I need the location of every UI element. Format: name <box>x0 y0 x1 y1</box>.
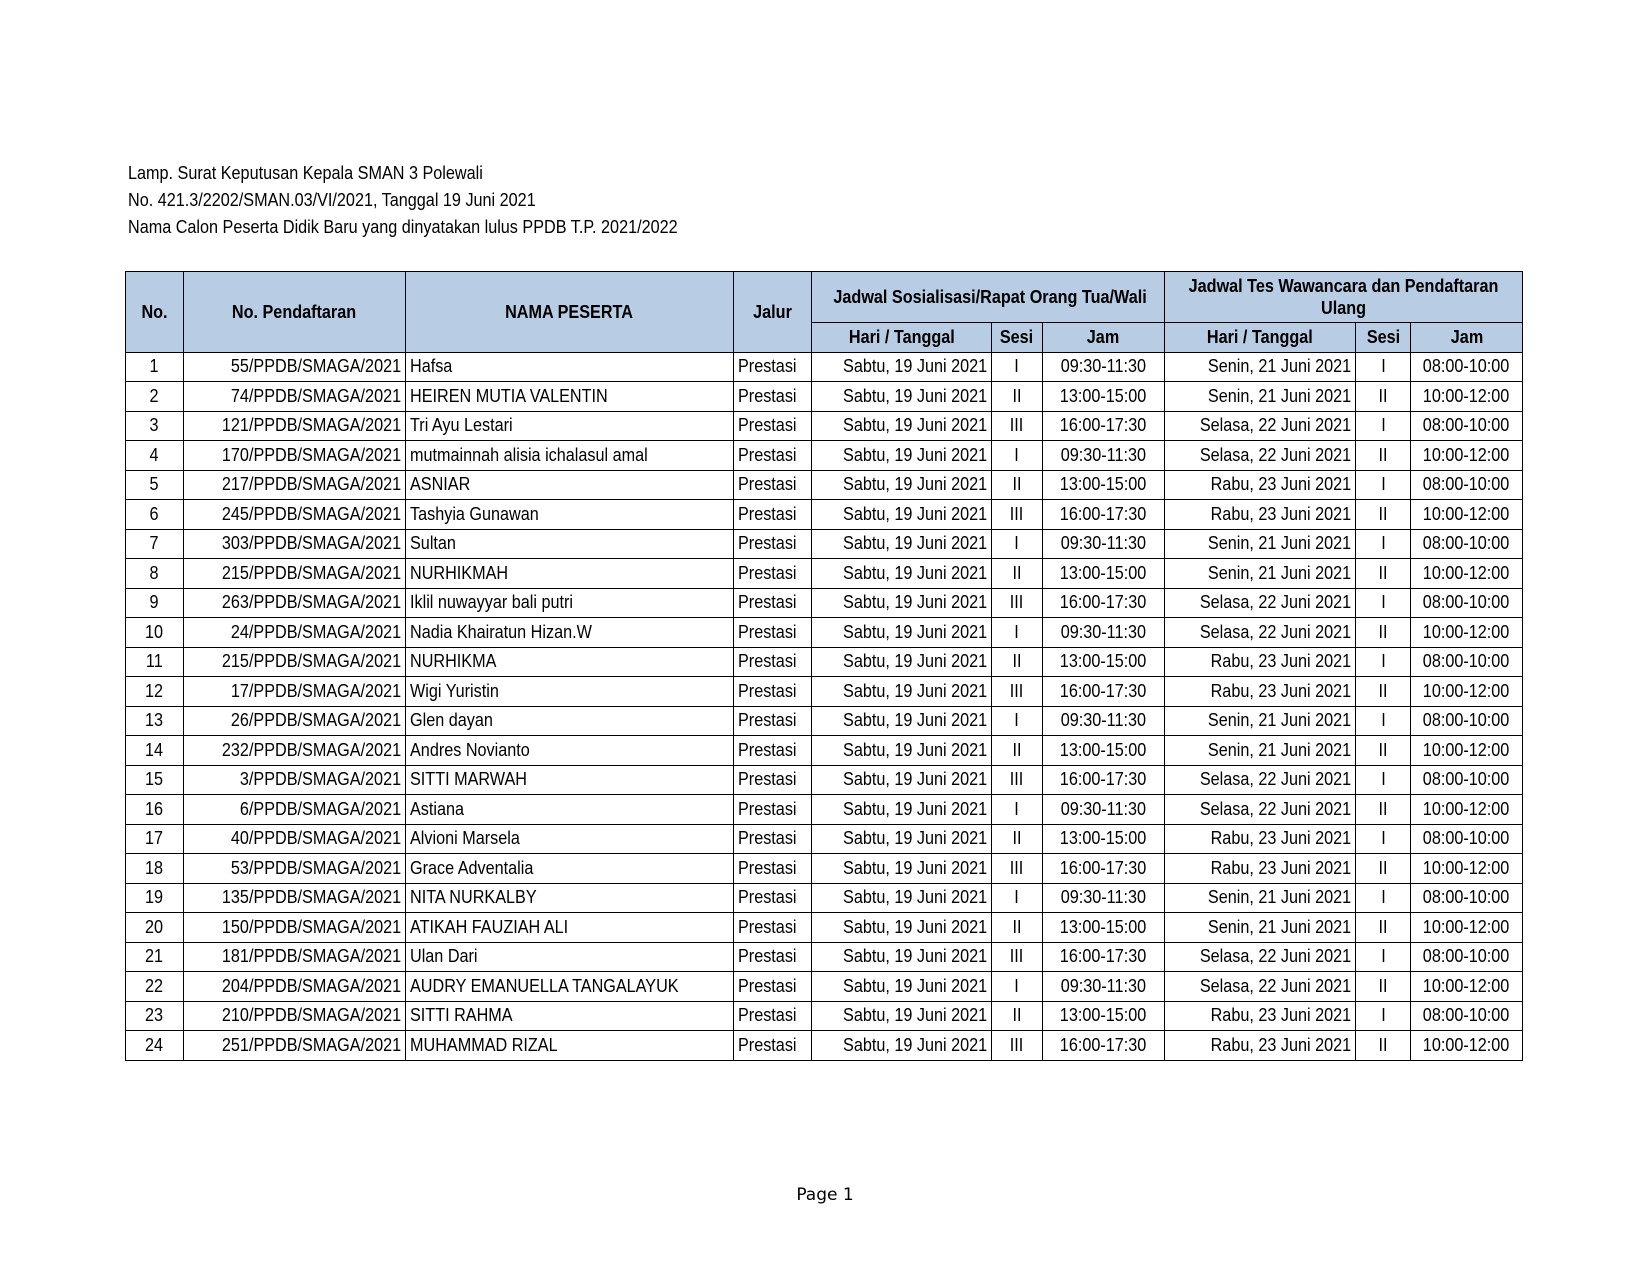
table-row <box>126 559 1523 589</box>
cell-sesi-sosialisasi: III <box>992 942 1043 972</box>
cell-pendaftaran: 121/PPDB/SMAGA/2021 <box>184 411 406 441</box>
cell-no: 14 <box>126 736 184 766</box>
cell-hari-sosialisasi: Sabtu, 19 Juni 2021 <box>812 1001 992 1031</box>
cell-hari-sosialisasi: Sabtu, 19 Juni 2021 <box>812 1031 992 1061</box>
cell-jalur: Prestasi <box>734 470 812 500</box>
table-row <box>126 883 1523 913</box>
cell-pendaftaran: 150/PPDB/SMAGA/2021 <box>184 913 406 943</box>
cell-sesi-sosialisasi: I <box>992 972 1043 1002</box>
cell-jam-sosialisasi: 13:00-15:00 <box>1043 382 1165 412</box>
cell-sesi-sosialisasi: II <box>992 647 1043 677</box>
cell-jalur: Prestasi <box>734 529 812 559</box>
cell-jam-sosialisasi: 13:00-15:00 <box>1043 647 1165 677</box>
table-row <box>126 500 1523 530</box>
cell-nama: ASNIAR <box>406 470 734 500</box>
cell-jam-sosialisasi: 16:00-17:30 <box>1043 1031 1165 1061</box>
cell-jam-wawancara: 08:00-10:00 <box>1411 824 1523 854</box>
cell-hari-sosialisasi: Sabtu, 19 Juni 2021 <box>812 559 992 589</box>
cell-hari-sosialisasi: Sabtu, 19 Juni 2021 <box>812 500 992 530</box>
cell-sesi-sosialisasi: I <box>992 529 1043 559</box>
cell-sesi-wawancara: I <box>1356 942 1411 972</box>
cell-sesi-sosialisasi: II <box>992 1001 1043 1031</box>
cell-jam-sosialisasi: 13:00-15:00 <box>1043 913 1165 943</box>
cell-hari-wawancara: Senin, 21 Juni 2021 <box>1165 736 1356 766</box>
table-row <box>126 942 1523 972</box>
cell-sesi-wawancara: II <box>1356 500 1411 530</box>
cell-sesi-wawancara: I <box>1356 470 1411 500</box>
cell-no: 9 <box>126 588 184 618</box>
cell-no: 4 <box>126 441 184 471</box>
cell-no: 2 <box>126 382 184 412</box>
cell-jam-wawancara: 08:00-10:00 <box>1411 942 1523 972</box>
cell-jalur: Prestasi <box>734 854 812 884</box>
cell-hari-sosialisasi: Sabtu, 19 Juni 2021 <box>812 824 992 854</box>
cell-sesi-sosialisasi: I <box>992 441 1043 471</box>
cell-nama: Sultan <box>406 529 734 559</box>
cell-pendaftaran: 24/PPDB/SMAGA/2021 <box>184 618 406 648</box>
cell-sesi-wawancara: I <box>1356 352 1411 382</box>
cell-sesi-sosialisasi: I <box>992 795 1043 825</box>
table-row <box>126 647 1523 677</box>
table-row <box>126 411 1523 441</box>
group-header-wawancara: Jadwal Tes Wawancara dan Pendaftaran Ulang <box>1165 272 1523 323</box>
cell-sesi-sosialisasi: III <box>992 677 1043 707</box>
cell-jalur: Prestasi <box>734 1031 812 1061</box>
cell-jalur: Prestasi <box>734 795 812 825</box>
cell-jalur: Prestasi <box>734 618 812 648</box>
cell-sesi-sosialisasi: III <box>992 411 1043 441</box>
cell-nama: NURHIKMA <box>406 647 734 677</box>
cell-nama: mutmainnah alisia ichalasul amal <box>406 441 734 471</box>
table-row <box>126 765 1523 795</box>
cell-hari-sosialisasi: Sabtu, 19 Juni 2021 <box>812 441 992 471</box>
cell-jam-sosialisasi: 09:30-11:30 <box>1043 883 1165 913</box>
cell-jam-wawancara: 08:00-10:00 <box>1411 1001 1523 1031</box>
cell-sesi-sosialisasi: III <box>992 588 1043 618</box>
cell-hari-sosialisasi: Sabtu, 19 Juni 2021 <box>812 736 992 766</box>
cell-hari-wawancara: Selasa, 22 Juni 2021 <box>1165 411 1356 441</box>
table-row <box>126 706 1523 736</box>
cell-hari-wawancara: Senin, 21 Juni 2021 <box>1165 913 1356 943</box>
cell-no: 8 <box>126 559 184 589</box>
cell-nama: MUHAMMAD RIZAL <box>406 1031 734 1061</box>
cell-nama: Nadia Khairatun Hizan.W <box>406 618 734 648</box>
col-header-sesi-2: Sesi <box>1356 323 1411 353</box>
cell-pendaftaran: 303/PPDB/SMAGA/2021 <box>184 529 406 559</box>
cell-jam-wawancara: 10:00-12:00 <box>1411 795 1523 825</box>
cell-jam-wawancara: 10:00-12:00 <box>1411 677 1523 707</box>
cell-pendaftaran: 170/PPDB/SMAGA/2021 <box>184 441 406 471</box>
cell-hari-wawancara: Selasa, 22 Juni 2021 <box>1165 795 1356 825</box>
cell-sesi-sosialisasi: II <box>992 559 1043 589</box>
col-header-nama: NAMA PESERTA <box>406 272 734 353</box>
cell-jalur: Prestasi <box>734 352 812 382</box>
cell-jam-sosialisasi: 09:30-11:30 <box>1043 352 1165 382</box>
participants-table <box>125 271 1523 1061</box>
cell-jalur: Prestasi <box>734 677 812 707</box>
cell-hari-wawancara: Selasa, 22 Juni 2021 <box>1165 972 1356 1002</box>
col-header-sesi-1: Sesi <box>992 323 1043 353</box>
cell-hari-sosialisasi: Sabtu, 19 Juni 2021 <box>812 411 992 441</box>
cell-no: 15 <box>126 765 184 795</box>
cell-jam-wawancara: 08:00-10:00 <box>1411 352 1523 382</box>
cell-hari-wawancara: Rabu, 23 Juni 2021 <box>1165 1001 1356 1031</box>
cell-sesi-wawancara: II <box>1356 736 1411 766</box>
cell-nama: Alvioni Marsela <box>406 824 734 854</box>
cell-jalur: Prestasi <box>734 588 812 618</box>
cell-no: 23 <box>126 1001 184 1031</box>
cell-no: 20 <box>126 913 184 943</box>
cell-nama: Tashyia Gunawan <box>406 500 734 530</box>
header-line-2: No. 421.3/2202/SMAN.03/VI/2021, Tanggal 19 Juni 2021 <box>128 190 536 210</box>
table-row <box>126 972 1523 1002</box>
cell-sesi-sosialisasi: II <box>992 736 1043 766</box>
table-row <box>126 529 1523 559</box>
cell-hari-wawancara: Rabu, 23 Juni 2021 <box>1165 500 1356 530</box>
col-header-no: No. <box>126 272 184 353</box>
cell-nama: HEIREN MUTIA VALENTIN <box>406 382 734 412</box>
cell-jam-wawancara: 10:00-12:00 <box>1411 854 1523 884</box>
cell-pendaftaran: 40/PPDB/SMAGA/2021 <box>184 824 406 854</box>
cell-jalur: Prestasi <box>734 411 812 441</box>
cell-hari-wawancara: Selasa, 22 Juni 2021 <box>1165 588 1356 618</box>
cell-sesi-wawancara: I <box>1356 411 1411 441</box>
table-row <box>126 913 1523 943</box>
cell-nama: Wigi Yuristin <box>406 677 734 707</box>
cell-hari-wawancara: Rabu, 23 Juni 2021 <box>1165 854 1356 884</box>
table-row <box>126 382 1523 412</box>
cell-no: 1 <box>126 352 184 382</box>
cell-no: 11 <box>126 647 184 677</box>
cell-pendaftaran: 215/PPDB/SMAGA/2021 <box>184 647 406 677</box>
table-row <box>126 352 1523 382</box>
header-line-1: Lamp. Surat Keputusan Kepala SMAN 3 Polewali <box>128 163 483 183</box>
cell-sesi-wawancara: I <box>1356 883 1411 913</box>
cell-nama: AUDRY EMANUELLA TANGALAYUK <box>406 972 734 1002</box>
col-header-jalur: Jalur <box>734 272 812 353</box>
cell-sesi-wawancara: I <box>1356 765 1411 795</box>
cell-jalur: Prestasi <box>734 382 812 412</box>
cell-jam-wawancara: 10:00-12:00 <box>1411 736 1523 766</box>
cell-jam-wawancara: 08:00-10:00 <box>1411 647 1523 677</box>
cell-pendaftaran: 204/PPDB/SMAGA/2021 <box>184 972 406 1002</box>
cell-nama: NITA NURKALBY <box>406 883 734 913</box>
cell-jalur: Prestasi <box>734 647 812 677</box>
cell-jam-wawancara: 10:00-12:00 <box>1411 559 1523 589</box>
cell-no: 12 <box>126 677 184 707</box>
cell-hari-wawancara: Rabu, 23 Juni 2021 <box>1165 677 1356 707</box>
cell-pendaftaran: 55/PPDB/SMAGA/2021 <box>184 352 406 382</box>
cell-sesi-wawancara: I <box>1356 824 1411 854</box>
cell-hari-sosialisasi: Sabtu, 19 Juni 2021 <box>812 942 992 972</box>
cell-pendaftaran: 26/PPDB/SMAGA/2021 <box>184 706 406 736</box>
cell-sesi-sosialisasi: I <box>992 352 1043 382</box>
cell-jalur: Prestasi <box>734 824 812 854</box>
cell-jam-wawancara: 10:00-12:00 <box>1411 500 1523 530</box>
cell-sesi-sosialisasi: III <box>992 765 1043 795</box>
cell-jalur: Prestasi <box>734 559 812 589</box>
cell-hari-wawancara: Selasa, 22 Juni 2021 <box>1165 441 1356 471</box>
page-number: Page 1 <box>796 1185 854 1205</box>
cell-nama: ATIKAH FAUZIAH ALI <box>406 913 734 943</box>
cell-sesi-wawancara: II <box>1356 913 1411 943</box>
cell-jam-sosialisasi: 09:30-11:30 <box>1043 706 1165 736</box>
cell-jam-wawancara: 08:00-10:00 <box>1411 470 1523 500</box>
table-body <box>126 352 1523 1060</box>
cell-nama: Ulan Dari <box>406 942 734 972</box>
cell-pendaftaran: 215/PPDB/SMAGA/2021 <box>184 559 406 589</box>
cell-hari-wawancara: Rabu, 23 Juni 2021 <box>1165 470 1356 500</box>
cell-jam-wawancara: 08:00-10:00 <box>1411 883 1523 913</box>
col-header-hari-1: Hari / Tanggal <box>812 323 992 353</box>
cell-pendaftaran: 3/PPDB/SMAGA/2021 <box>184 765 406 795</box>
cell-hari-wawancara: Senin, 21 Juni 2021 <box>1165 706 1356 736</box>
cell-hari-wawancara: Senin, 21 Juni 2021 <box>1165 529 1356 559</box>
cell-sesi-sosialisasi: I <box>992 883 1043 913</box>
cell-jam-wawancara: 10:00-12:00 <box>1411 441 1523 471</box>
cell-jalur: Prestasi <box>734 1001 812 1031</box>
cell-nama: Iklil nuwayyar bali putri <box>406 588 734 618</box>
cell-hari-sosialisasi: Sabtu, 19 Juni 2021 <box>812 618 992 648</box>
cell-hari-wawancara: Selasa, 22 Juni 2021 <box>1165 618 1356 648</box>
cell-jalur: Prestasi <box>734 765 812 795</box>
cell-nama: Glen dayan <box>406 706 734 736</box>
cell-no: 13 <box>126 706 184 736</box>
cell-nama: Andres Novianto <box>406 736 734 766</box>
cell-jalur: Prestasi <box>734 972 812 1002</box>
cell-jalur: Prestasi <box>734 736 812 766</box>
cell-jalur: Prestasi <box>734 706 812 736</box>
cell-hari-wawancara: Senin, 21 Juni 2021 <box>1165 883 1356 913</box>
table-row <box>126 1001 1523 1031</box>
cell-sesi-wawancara: II <box>1356 559 1411 589</box>
cell-sesi-wawancara: II <box>1356 1031 1411 1061</box>
cell-hari-sosialisasi: Sabtu, 19 Juni 2021 <box>812 972 992 1002</box>
cell-sesi-wawancara: II <box>1356 854 1411 884</box>
cell-jam-sosialisasi: 16:00-17:30 <box>1043 411 1165 441</box>
cell-sesi-wawancara: I <box>1356 588 1411 618</box>
cell-jam-wawancara: 10:00-12:00 <box>1411 1031 1523 1061</box>
cell-jam-sosialisasi: 09:30-11:30 <box>1043 529 1165 559</box>
cell-no: 21 <box>126 942 184 972</box>
cell-no: 22 <box>126 972 184 1002</box>
cell-jam-wawancara: 10:00-12:00 <box>1411 618 1523 648</box>
cell-nama: SITTI MARWAH <box>406 765 734 795</box>
col-header-jam-2: Jam <box>1411 323 1523 353</box>
cell-jam-sosialisasi: 13:00-15:00 <box>1043 470 1165 500</box>
cell-jam-wawancara: 08:00-10:00 <box>1411 411 1523 441</box>
cell-sesi-sosialisasi: III <box>992 854 1043 884</box>
cell-hari-sosialisasi: Sabtu, 19 Juni 2021 <box>812 470 992 500</box>
cell-jam-wawancara: 08:00-10:00 <box>1411 765 1523 795</box>
table-row <box>126 1031 1523 1061</box>
cell-sesi-wawancara: II <box>1356 618 1411 648</box>
cell-pendaftaran: 210/PPDB/SMAGA/2021 <box>184 1001 406 1031</box>
cell-hari-wawancara: Senin, 21 Juni 2021 <box>1165 559 1356 589</box>
cell-pendaftaran: 251/PPDB/SMAGA/2021 <box>184 1031 406 1061</box>
cell-jalur: Prestasi <box>734 500 812 530</box>
cell-sesi-wawancara: I <box>1356 647 1411 677</box>
cell-hari-sosialisasi: Sabtu, 19 Juni 2021 <box>812 795 992 825</box>
cell-nama: Hafsa <box>406 352 734 382</box>
cell-jam-sosialisasi: 09:30-11:30 <box>1043 972 1165 1002</box>
cell-hari-sosialisasi: Sabtu, 19 Juni 2021 <box>812 647 992 677</box>
cell-sesi-sosialisasi: II <box>992 913 1043 943</box>
cell-hari-sosialisasi: Sabtu, 19 Juni 2021 <box>812 352 992 382</box>
cell-hari-sosialisasi: Sabtu, 19 Juni 2021 <box>812 706 992 736</box>
table-row <box>126 795 1523 825</box>
cell-pendaftaran: 181/PPDB/SMAGA/2021 <box>184 942 406 972</box>
cell-sesi-wawancara: I <box>1356 1001 1411 1031</box>
document-header <box>128 160 678 241</box>
cell-pendaftaran: 245/PPDB/SMAGA/2021 <box>184 500 406 530</box>
cell-no: 10 <box>126 618 184 648</box>
cell-jam-sosialisasi: 13:00-15:00 <box>1043 559 1165 589</box>
cell-nama: Tri Ayu Lestari <box>406 411 734 441</box>
cell-nama: SITTI RAHMA <box>406 1001 734 1031</box>
cell-jam-sosialisasi: 09:30-11:30 <box>1043 618 1165 648</box>
cell-nama: NURHIKMAH <box>406 559 734 589</box>
cell-hari-sosialisasi: Sabtu, 19 Juni 2021 <box>812 677 992 707</box>
cell-hari-wawancara: Senin, 21 Juni 2021 <box>1165 382 1356 412</box>
cell-jam-sosialisasi: 16:00-17:30 <box>1043 500 1165 530</box>
cell-jalur: Prestasi <box>734 913 812 943</box>
cell-hari-sosialisasi: Sabtu, 19 Juni 2021 <box>812 913 992 943</box>
cell-no: 24 <box>126 1031 184 1061</box>
cell-jalur: Prestasi <box>734 883 812 913</box>
cell-sesi-sosialisasi: III <box>992 1031 1043 1061</box>
cell-sesi-sosialisasi: II <box>992 470 1043 500</box>
cell-jam-sosialisasi: 13:00-15:00 <box>1043 1001 1165 1031</box>
cell-no: 3 <box>126 411 184 441</box>
table-row <box>126 677 1523 707</box>
cell-sesi-wawancara: I <box>1356 706 1411 736</box>
cell-jalur: Prestasi <box>734 441 812 471</box>
table-row <box>126 618 1523 648</box>
cell-sesi-sosialisasi: II <box>992 382 1043 412</box>
cell-jam-sosialisasi: 13:00-15:00 <box>1043 824 1165 854</box>
cell-no: 16 <box>126 795 184 825</box>
cell-pendaftaran: 74/PPDB/SMAGA/2021 <box>184 382 406 412</box>
cell-hari-sosialisasi: Sabtu, 19 Juni 2021 <box>812 883 992 913</box>
cell-sesi-sosialisasi: I <box>992 706 1043 736</box>
cell-no: 5 <box>126 470 184 500</box>
col-header-jam-1: Jam <box>1043 323 1165 353</box>
table-row <box>126 588 1523 618</box>
cell-no: 18 <box>126 854 184 884</box>
cell-sesi-sosialisasi: I <box>992 618 1043 648</box>
cell-sesi-sosialisasi: III <box>992 500 1043 530</box>
cell-jam-sosialisasi: 16:00-17:30 <box>1043 765 1165 795</box>
cell-pendaftaran: 217/PPDB/SMAGA/2021 <box>184 470 406 500</box>
col-header-pendaftaran: No. Pendaftaran <box>184 272 406 353</box>
cell-hari-wawancara: Rabu, 23 Juni 2021 <box>1165 824 1356 854</box>
cell-jam-wawancara: 10:00-12:00 <box>1411 913 1523 943</box>
cell-pendaftaran: 135/PPDB/SMAGA/2021 <box>184 883 406 913</box>
cell-hari-wawancara: Rabu, 23 Juni 2021 <box>1165 647 1356 677</box>
cell-sesi-wawancara: II <box>1356 972 1411 1002</box>
cell-hari-sosialisasi: Sabtu, 19 Juni 2021 <box>812 765 992 795</box>
cell-jam-wawancara: 08:00-10:00 <box>1411 529 1523 559</box>
cell-pendaftaran: 53/PPDB/SMAGA/2021 <box>184 854 406 884</box>
cell-jam-sosialisasi: 09:30-11:30 <box>1043 795 1165 825</box>
cell-pendaftaran: 17/PPDB/SMAGA/2021 <box>184 677 406 707</box>
cell-sesi-sosialisasi: II <box>992 824 1043 854</box>
cell-no: 17 <box>126 824 184 854</box>
cell-jam-sosialisasi: 13:00-15:00 <box>1043 736 1165 766</box>
cell-no: 6 <box>126 500 184 530</box>
header-line-3: Nama Calon Peserta Didik Baru yang dinyatakan lulus PPDB T.P. 2021/2022 <box>128 217 678 237</box>
table-row <box>126 824 1523 854</box>
cell-no: 19 <box>126 883 184 913</box>
cell-jam-sosialisasi: 16:00-17:30 <box>1043 854 1165 884</box>
table-row <box>126 854 1523 884</box>
table-row <box>126 441 1523 471</box>
cell-no: 7 <box>126 529 184 559</box>
cell-pendaftaran: 232/PPDB/SMAGA/2021 <box>184 736 406 766</box>
cell-hari-sosialisasi: Sabtu, 19 Juni 2021 <box>812 854 992 884</box>
cell-nama: Astiana <box>406 795 734 825</box>
cell-sesi-wawancara: II <box>1356 382 1411 412</box>
cell-jam-sosialisasi: 16:00-17:30 <box>1043 677 1165 707</box>
cell-hari-wawancara: Rabu, 23 Juni 2021 <box>1165 1031 1356 1061</box>
cell-sesi-wawancara: II <box>1356 441 1411 471</box>
cell-jam-wawancara: 10:00-12:00 <box>1411 382 1523 412</box>
cell-jam-wawancara: 08:00-10:00 <box>1411 588 1523 618</box>
cell-hari-sosialisasi: Sabtu, 19 Juni 2021 <box>812 382 992 412</box>
cell-hari-sosialisasi: Sabtu, 19 Juni 2021 <box>812 588 992 618</box>
cell-jam-sosialisasi: 16:00-17:30 <box>1043 942 1165 972</box>
cell-hari-wawancara: Selasa, 22 Juni 2021 <box>1165 942 1356 972</box>
cell-pendaftaran: 6/PPDB/SMAGA/2021 <box>184 795 406 825</box>
cell-sesi-wawancara: II <box>1356 677 1411 707</box>
cell-jalur: Prestasi <box>734 942 812 972</box>
cell-pendaftaran: 263/PPDB/SMAGA/2021 <box>184 588 406 618</box>
cell-hari-wawancara: Selasa, 22 Juni 2021 <box>1165 765 1356 795</box>
col-header-hari-2: Hari / Tanggal <box>1165 323 1356 353</box>
cell-sesi-wawancara: I <box>1356 529 1411 559</box>
cell-jam-wawancara: 08:00-10:00 <box>1411 706 1523 736</box>
table-row <box>126 470 1523 500</box>
table-row <box>126 736 1523 766</box>
cell-jam-wawancara: 10:00-12:00 <box>1411 972 1523 1002</box>
group-header-sosialisasi: Jadwal Sosialisasi/Rapat Orang Tua/Wali <box>812 272 1165 323</box>
cell-jam-sosialisasi: 09:30-11:30 <box>1043 441 1165 471</box>
cell-hari-sosialisasi: Sabtu, 19 Juni 2021 <box>812 529 992 559</box>
cell-hari-wawancara: Senin, 21 Juni 2021 <box>1165 352 1356 382</box>
cell-jam-sosialisasi: 16:00-17:30 <box>1043 588 1165 618</box>
cell-nama: Grace Adventalia <box>406 854 734 884</box>
cell-sesi-wawancara: II <box>1356 795 1411 825</box>
